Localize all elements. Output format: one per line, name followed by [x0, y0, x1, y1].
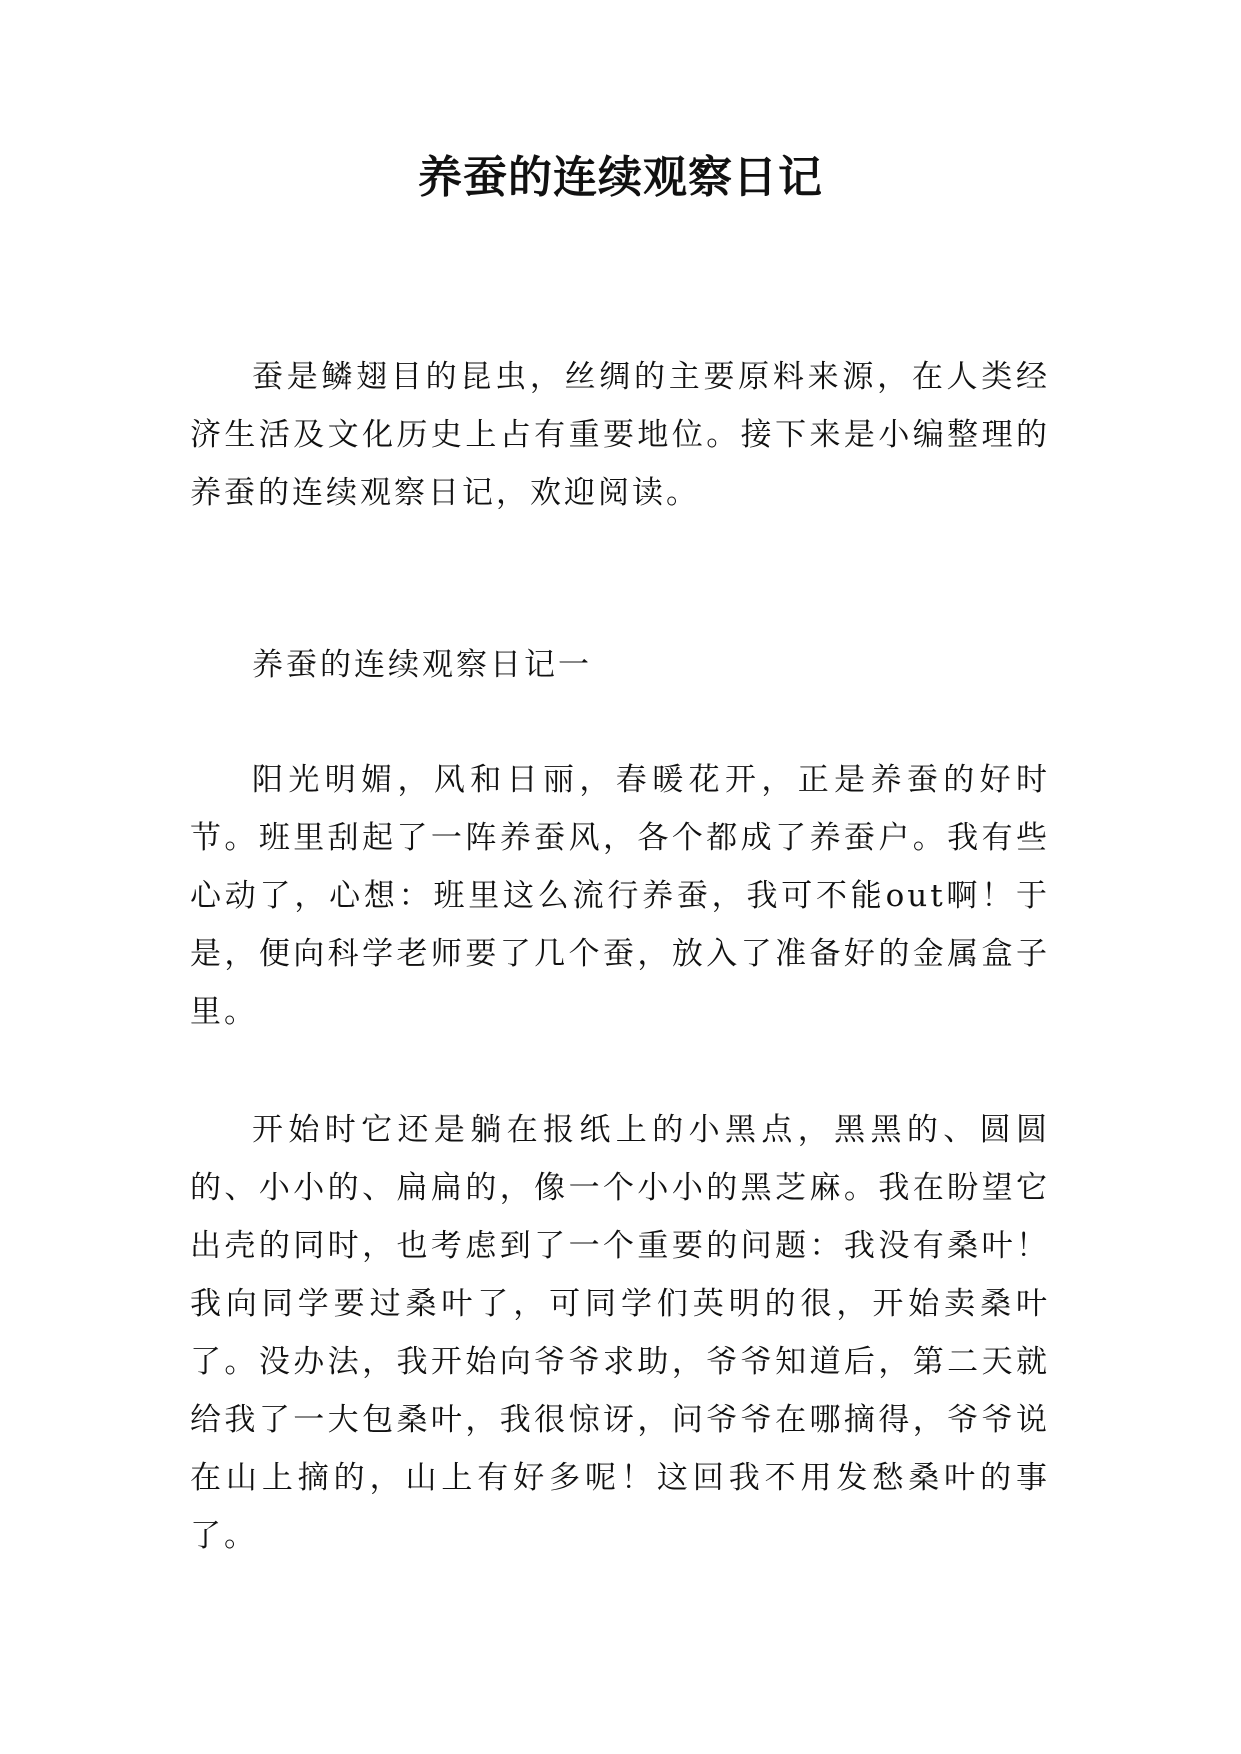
- section-heading: 养蚕的连续观察日记一: [252, 647, 592, 683]
- intro-paragraph: 蚕是鳞翅目的昆虫，丝绸的主要原料来源，在人类经济生活及文化历史上占有重要地位。接下来是小编整理的养蚕的连续观察日记，欢迎阅读。: [190, 359, 1050, 511]
- body-paragraph: 阳光明媚，风和日丽，春暖花开，正是养蚕的好时节。班里刮起了一阵养蚕风，各个都成了养蚕户。我有些心动了，心想：班里这么流行养蚕，我可不能out啊！于是，便向科学老师要了几个蚕，放入了准备好的金属盒子里。: [190, 762, 1050, 1030]
- document-title: 养蚕的连续观察日记: [418, 152, 823, 203]
- body-paragraph: 开始时它还是躺在报纸上的小黑点，黑黑的、圆圆的、小小的、扁扁的，像一个小小的黑芝麻。我在盼望它出壳的同时，也考虑到了一个重要的问题：我没有桑叶！我向同学要过桑叶了，可同学们英明的很，开始卖桑叶了。没办法，我开始向爷爷求助，爷爷知道后，第二天就给我了一大包桑叶，我很惊讶，问爷爷在哪摘得，爷爷说在山上摘的，山上有好多呢！这回我不用发愁桑叶的事了。: [190, 1112, 1050, 1554]
